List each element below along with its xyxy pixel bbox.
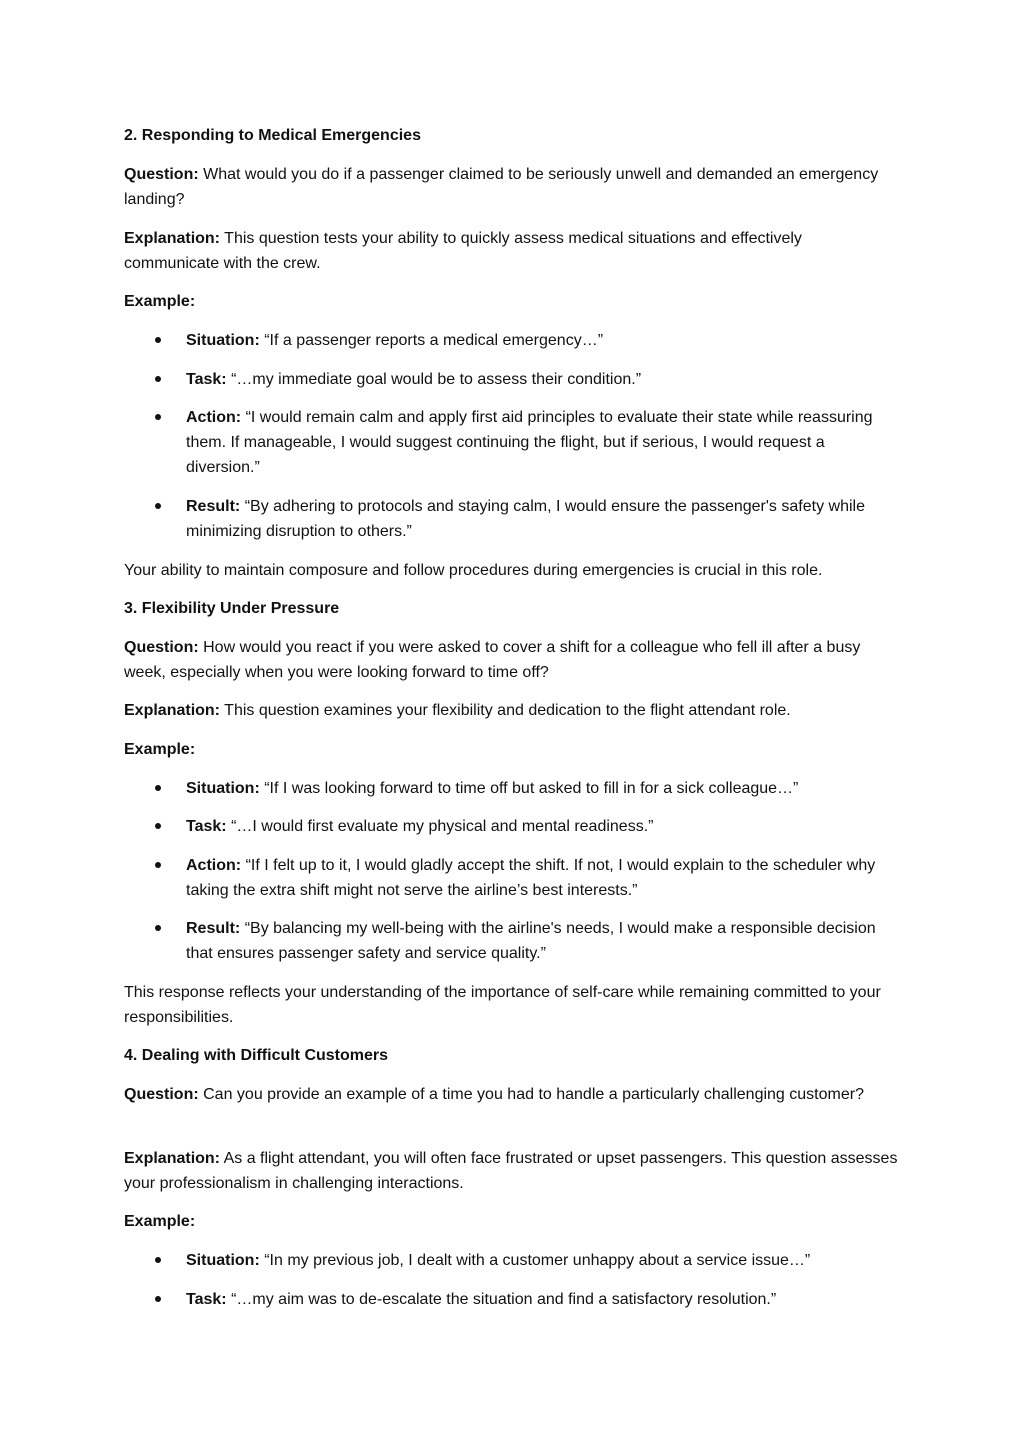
explanation-paragraph [124,698,899,723]
section-heading: 2. Responding to Medical Emergencies [124,127,421,144]
bullet-icon [155,785,161,791]
explanation-text: This question examines your flexibility and dedication to the flight attendant role. [224,702,791,719]
bullet-label: Result: [186,920,241,937]
bullet-label: Result: [186,498,241,515]
bullet-label: Task: [186,1291,227,1308]
question-text: What would you do if a passenger claimed to be seriously unwell and demanded an emergency landing? [124,166,879,208]
closing-paragraph: This response reflects your understanding of the importance of self-care while remaining committed to your responsibilities. [124,984,881,1026]
bullet-text: “…my aim was to de-escalate the situation and find a satisfactory resolution.” [231,1291,777,1308]
section-heading: 3. Flexibility Under Pressure [124,600,340,617]
bullet-text: “If I felt up to it, I would gladly accept the shift. If not, I would explain to the scheduler why taking the extra shift might not serve the airline’s best interests.” [186,857,876,899]
example-label: Example: [124,293,196,310]
bullet-icon [155,823,161,829]
question-label: Question: [124,639,199,656]
explanation-text: This question tests your ability to quickly assess medical situations and effectively communicate with the crew. [124,230,802,272]
bullet-label: Situation: [186,1252,260,1269]
bullet-label: Situation: [186,780,260,797]
list-item [186,367,899,392]
bullet-label: Task: [186,818,227,835]
list-item [186,405,899,480]
example-label: Example: [124,1213,196,1230]
bullet-label: Situation: [186,332,260,349]
question-paragraph [124,162,899,212]
closing-paragraph: Your ability to maintain composure and follow procedures during emergencies is crucial in this role. [124,562,823,579]
explanation-label: Explanation: [124,230,221,247]
bullet-icon [155,925,161,931]
bullet-text: “By balancing my well-being with the airline's needs, I would make a responsible decision that ensures passenger safety and service quality.” [186,920,876,962]
bullet-icon [155,862,161,868]
question-label: Question: [124,1086,199,1103]
bullet-text: “In my previous job, I dealt with a customer unhappy about a service issue…” [264,1252,811,1269]
question-paragraph [124,1082,899,1107]
bullet-icon [155,503,161,509]
bullet-icon [155,414,161,420]
bullet-label: Action: [186,857,242,874]
bullet-text: “…my immediate goal would be to assess their condition.” [231,371,642,388]
bullet-icon [155,1257,161,1263]
explanation-label: Explanation: [124,702,221,719]
list-item [186,1248,899,1273]
list-item [186,1287,899,1312]
bullet-text: “By adhering to protocols and staying calm, I would ensure the passenger's safety while minimizing disruption to others.” [186,498,865,540]
bullet-icon [155,337,161,343]
explanation-paragraph [124,1146,899,1196]
example-label: Example: [124,741,196,758]
list-item [186,853,899,903]
bullet-text: “If a passenger reports a medical emergency…” [264,332,604,349]
list-item [186,494,899,544]
bullet-label: Task: [186,371,227,388]
list-item [186,328,899,353]
bullet-text: “…I would first evaluate my physical and mental readiness.” [231,818,654,835]
question-text: How would you react if you were asked to cover a shift for a colleague who fell ill after a busy week, especially when you were looking forward to time off? [124,639,861,681]
list-item [186,776,899,801]
question-label: Question: [124,166,199,183]
explanation-text: As a flight attendant, you will often face frustrated or upset passengers. This question assesses your professionalism in challenging interactions. [124,1150,898,1192]
bullet-icon [155,376,161,382]
bullet-label: Action: [186,409,242,426]
explanation-label: Explanation: [124,1150,221,1167]
section-heading: 4. Dealing with Difficult Customers [124,1047,389,1064]
list-item [186,916,899,966]
explanation-paragraph [124,226,899,276]
question-paragraph [124,635,899,685]
bullet-icon [155,1296,161,1302]
list-item [186,814,899,839]
question-text: Can you provide an example of a time you had to handle a particularly challenging customer? [203,1086,864,1103]
bullet-text: “I would remain calm and apply first aid principles to evaluate their state while reassuring them. If manageable, I would suggest continuing the flight, but if serious, I would request a diversion.” [186,409,873,476]
bullet-text: “If I was looking forward to time off but asked to fill in for a sick colleague…” [264,780,799,797]
